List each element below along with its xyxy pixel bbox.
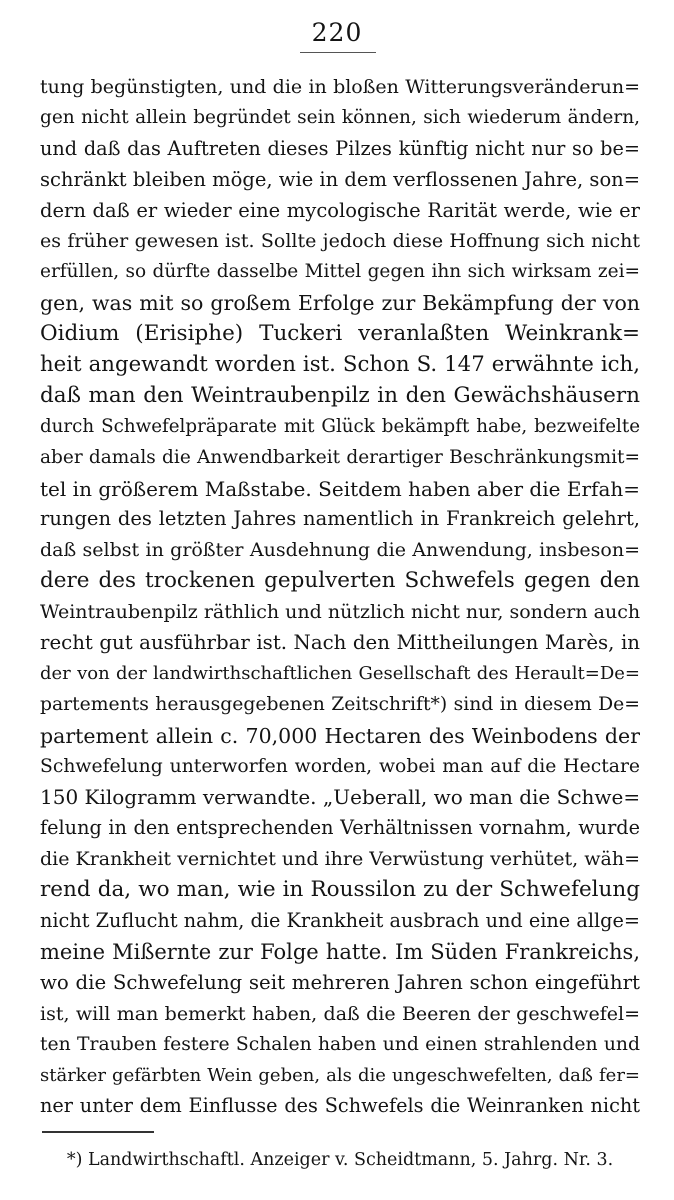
text-line: erfüllen, so dürfte dasselbe Mittel gegen ihn sich wirksam zei= (40, 261, 640, 283)
footnote: *) Landwirthschaftl. Anzeiger v. Scheidtmann, 5. Jahrg. Nr. 3. (66, 1150, 614, 1170)
text-line: aber damals die Anwendbarkeit derartiger Beschränkungsmit= (40, 446, 640, 468)
text-line: ner unter dem Einflusse des Schwefels die Weinranken nicht (40, 1094, 640, 1118)
text-line: heit angewandt worden ist. Schon S. 147 erwähnte ich, (40, 352, 640, 378)
text-line: ist, will man bemerkt haben, daß die Beeren der geschwefel= (40, 1002, 640, 1025)
text-line: rend da, wo man, wie in Roussilon zu der Schwefelung (40, 877, 640, 903)
page-number: 220 (311, 18, 363, 47)
text-line: partement allein c. 70,000 Hectaren des Weinbodens der (40, 723, 640, 748)
text-line: felung in den entsprechenden Verhältnissen vornahm, wurde (40, 816, 640, 840)
text-line: Oidium (Erisiphe) Tuckeri veranlaßten Weinkrank= (40, 321, 640, 347)
text-line: dere des trockenen gepulverten Schwefels gegen den (40, 568, 640, 594)
text-line: tel in größerem Maßstabe. Seitdem haben aber die Erfah= (40, 476, 640, 501)
text-line: rungen des letzten Jahres namentlich in Frankreich gelehrt, (40, 507, 640, 531)
text-line: dern daß er wieder eine mycologische Rarität werde, wie er (40, 198, 640, 222)
text-line: tung begünstigten, und die in bloßen Witterungsveränderun= (40, 76, 640, 98)
text-line: und daß das Auftreten dieses Pilzes künftig nicht nur so be= (40, 136, 640, 160)
text-line: nicht Zuflucht nahm, die Krankheit ausbrach und eine allge= (40, 909, 640, 933)
text-line: stärker gefärbten Wein geben, als die ungeschwefelten, daß fer= (40, 1064, 640, 1086)
text-line: Weintraubenpilz räthlich und nützlich nicht nur, sondern auch (40, 601, 640, 624)
body-text (40, 72, 640, 1122)
text-line: Schwefelung unterworfen worden, wobei man auf die Hectare (40, 755, 640, 777)
text-line: die Krankheit vernichtet und ihre Verwüstung verhütet, wäh= (40, 848, 640, 871)
text-line: gen, was mit so großem Erfolge zur Bekämpfung der von (40, 291, 640, 316)
text-line: wo die Schwefelung seit mehreren Jahren schon eingeführt (40, 970, 640, 994)
text-line: es früher gewesen ist. Sollte jedoch diese Hoffnung sich nicht (40, 230, 640, 253)
text-line: meine Mißernte zur Folge hatte. Im Süden Frankreichs, (40, 939, 640, 964)
text-line: ten Trauben festere Schalen haben und einen strahlenden und (40, 1033, 640, 1055)
text-line: schränkt bleiben möge, wie in dem verflossenen Jahre, son= (40, 167, 640, 191)
text-line: 150 Kilogramm verwandte. „Ueberall, wo man die Schwe= (40, 785, 640, 810)
header-rule (300, 52, 376, 53)
footnote-rule (42, 1131, 154, 1133)
text-line: durch Schwefelpräparate mit Glück bekämpft habe, bezweifelte (40, 415, 640, 437)
text-line: gen nicht allein begründet sein können, sich wiederum ändern, (40, 106, 640, 128)
text-line: daß man den Weintraubenpilz in den Gewächshäusern (40, 382, 640, 408)
text-line: der von der landwirthschaftlichen Gesellschaft des Herault=De= (40, 662, 640, 684)
text-line: recht gut ausführbar ist. Nach den Mittheilungen Marès, in (40, 631, 640, 655)
text-line: daß selbst in größter Ausdehnung die Anwendung, insbeson= (40, 539, 640, 562)
text-line: partements herausgegebenen Zeitschrift*) sind in diesem De= (40, 693, 640, 715)
